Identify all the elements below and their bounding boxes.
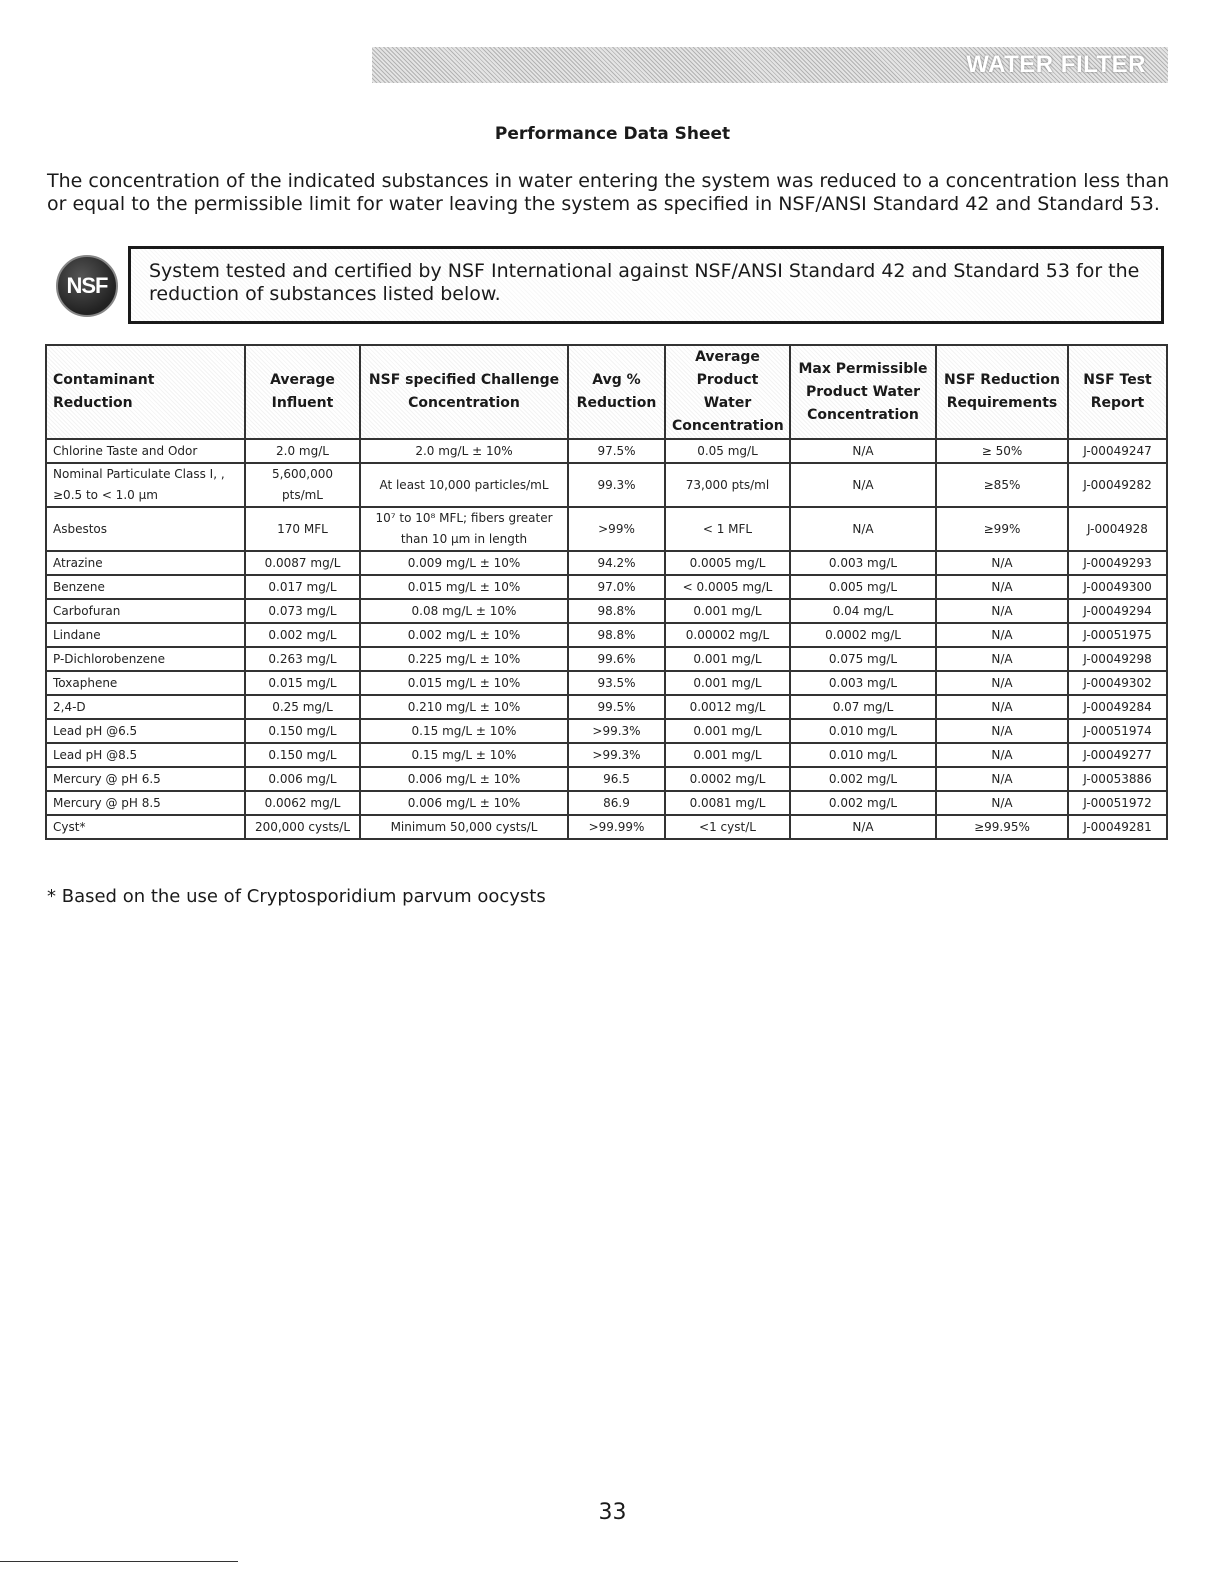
table-cell: 0.075 mg/L (790, 647, 936, 671)
table-cell: J-00049293 (1068, 551, 1167, 575)
table-header-row (46, 345, 1167, 439)
table-cell: 0.001 mg/L (665, 743, 790, 767)
table-cell: 0.0005 mg/L (665, 551, 790, 575)
table-row (46, 695, 1167, 719)
table-cell: 0.15 mg/L ± 10% (360, 743, 568, 767)
table-cell: 0.05 mg/L (665, 439, 790, 463)
table-cell: 0.001 mg/L (665, 719, 790, 743)
table-cell: 0.0081 mg/L (665, 791, 790, 815)
table-cell: < 1 MFL (665, 507, 790, 551)
table-cell: 93.5% (568, 671, 665, 695)
table-cell: 0.263 mg/L (245, 647, 360, 671)
header-contaminant: Contaminant Reduction (46, 345, 245, 439)
table-cell: 0.015 mg/L ± 10% (360, 575, 568, 599)
table-cell: N/A (936, 647, 1068, 671)
table-cell: Carbofuran (46, 599, 245, 623)
table-cell: 0.010 mg/L (790, 719, 936, 743)
table-row (46, 767, 1167, 791)
table-cell: N/A (936, 695, 1068, 719)
table-cell: 96.5 (568, 767, 665, 791)
table-cell: J-00049282 (1068, 463, 1167, 507)
table-cell: 94.2% (568, 551, 665, 575)
table-body (46, 439, 1167, 839)
table-cell: 2.0 mg/L (245, 439, 360, 463)
intro-paragraph: The concentration of the indicated substances in water entering the system was reduced to a concentration less than or equal to the permissible limit for water leaving the system as specified in NSF/ANSI Standard 42 and Standard 53. (47, 170, 1170, 215)
table-cell: N/A (936, 767, 1068, 791)
table-cell: Asbestos (46, 507, 245, 551)
table-cell: 0.006 mg/L (245, 767, 360, 791)
performance-table (45, 344, 1168, 840)
page-title: Performance Data Sheet (494, 124, 731, 144)
table-cell: 0.001 mg/L (665, 671, 790, 695)
table-cell: 0.003 mg/L (790, 671, 936, 695)
table-cell: 0.04 mg/L (790, 599, 936, 623)
table-cell: N/A (936, 743, 1068, 767)
table-cell: 2.0 mg/L ± 10% (360, 439, 568, 463)
table-cell: >99.99% (568, 815, 665, 839)
table-cell: 0.00002 mg/L (665, 623, 790, 647)
table-cell: N/A (790, 439, 936, 463)
table-cell: N/A (936, 575, 1068, 599)
table-cell: J-0004928 (1068, 507, 1167, 551)
table-cell: 0.005 mg/L (790, 575, 936, 599)
table-cell: 200,000 cysts/L (245, 815, 360, 839)
table-cell: J-00049284 (1068, 695, 1167, 719)
table-cell: >99.3% (568, 743, 665, 767)
table-cell: 0.07 mg/L (790, 695, 936, 719)
table-cell: 0.073 mg/L (245, 599, 360, 623)
table-cell: >99% (568, 507, 665, 551)
table-cell: < 0.0005 mg/L (665, 575, 790, 599)
table-row (46, 599, 1167, 623)
table-row (46, 507, 1167, 551)
table-cell: Lindane (46, 623, 245, 647)
table-cell: 0.002 mg/L (790, 767, 936, 791)
table-cell: J-00051974 (1068, 719, 1167, 743)
table-row (46, 551, 1167, 575)
table-row (46, 439, 1167, 463)
page-number: 33 (598, 1500, 627, 1525)
table-cell: 0.001 mg/L (665, 647, 790, 671)
table-cell: 73,000 pts/ml (665, 463, 790, 507)
table-cell: Toxaphene (46, 671, 245, 695)
header-avg-reduction: Avg % Reduction (568, 345, 665, 439)
table-cell: J-00049294 (1068, 599, 1167, 623)
table-cell: 170 MFL (245, 507, 360, 551)
table-cell: 0.150 mg/L (245, 719, 360, 743)
table-cell: ≥99% (936, 507, 1068, 551)
table-cell: 0.0012 mg/L (665, 695, 790, 719)
table-cell: 0.015 mg/L (245, 671, 360, 695)
table-cell: Chlorine Taste and Odor (46, 439, 245, 463)
table-cell: J-00051972 (1068, 791, 1167, 815)
table-cell: 99.6% (568, 647, 665, 671)
table-cell: 0.006 mg/L ± 10% (360, 767, 568, 791)
section-banner-label: WATER FILTER (966, 51, 1146, 78)
table-cell: N/A (790, 815, 936, 839)
table-cell: J-00051975 (1068, 623, 1167, 647)
table-row (46, 623, 1167, 647)
table-cell: P-Dichlorobenzene (46, 647, 245, 671)
table-cell: 0.0002 mg/L (790, 623, 936, 647)
table-cell: N/A (936, 671, 1068, 695)
table-cell: 0.150 mg/L (245, 743, 360, 767)
table-cell: 99.5% (568, 695, 665, 719)
table-cell: 0.0062 mg/L (245, 791, 360, 815)
table-cell: Lead pH @8.5 (46, 743, 245, 767)
table-cell: 0.003 mg/L (790, 551, 936, 575)
table-cell: 99.3% (568, 463, 665, 507)
table-row (46, 647, 1167, 671)
table-row (46, 671, 1167, 695)
table-cell: N/A (936, 623, 1068, 647)
table-cell: J-00049247 (1068, 439, 1167, 463)
table-cell: Mercury @ pH 6.5 (46, 767, 245, 791)
table-cell: J-00049277 (1068, 743, 1167, 767)
table-cell: 5,600,000 pts/mL (245, 463, 360, 507)
table-cell: 0.006 mg/L ± 10% (360, 791, 568, 815)
table-cell: J-00049300 (1068, 575, 1167, 599)
table-cell: 0.15 mg/L ± 10% (360, 719, 568, 743)
section-banner (372, 47, 1168, 83)
table-cell: 0.009 mg/L ± 10% (360, 551, 568, 575)
nsf-logo-text: NSF (66, 273, 108, 298)
table-cell: N/A (936, 791, 1068, 815)
table-cell: 0.002 mg/L (790, 791, 936, 815)
table-cell: ≥ 50% (936, 439, 1068, 463)
table-cell: N/A (790, 507, 936, 551)
table-row (46, 575, 1167, 599)
header-reduction-requirements: NSF Reduction Requirements (936, 345, 1068, 439)
table-row (46, 719, 1167, 743)
table-row (46, 815, 1167, 839)
table-cell: 0.08 mg/L ± 10% (360, 599, 568, 623)
table-cell: J-00049302 (1068, 671, 1167, 695)
certification-box: System tested and certified by NSF International against NSF/ANSI Standard 42 and Standard 53 for the reduction of substances listed below. (128, 246, 1164, 324)
table-cell: Cyst* (46, 815, 245, 839)
table-row (46, 743, 1167, 767)
table-cell: ≥85% (936, 463, 1068, 507)
table-cell: 0.002 mg/L (245, 623, 360, 647)
table-cell: At least 10,000 particles/mL (360, 463, 568, 507)
table-cell: 0.210 mg/L ± 10% (360, 695, 568, 719)
table-cell: >99.3% (568, 719, 665, 743)
table-cell: 86.9 (568, 791, 665, 815)
header-avg-product-water: Average Product Water Concentration (665, 345, 790, 439)
table-cell: ≥99.95% (936, 815, 1068, 839)
table-cell: 10⁷ to 10⁸ MFL; fibers greater than 10 µm in length (360, 507, 568, 551)
table-cell: J-00049298 (1068, 647, 1167, 671)
table-cell: Atrazine (46, 551, 245, 575)
table-cell: 0.002 mg/L ± 10% (360, 623, 568, 647)
header-challenge-concentration: NSF specified Challenge Concentration (360, 345, 568, 439)
table-cell: 98.8% (568, 599, 665, 623)
table-cell: 0.225 mg/L ± 10% (360, 647, 568, 671)
table-cell: Lead pH @6.5 (46, 719, 245, 743)
table-cell: N/A (936, 719, 1068, 743)
table-cell: 0.015 mg/L ± 10% (360, 671, 568, 695)
table-cell: 98.8% (568, 623, 665, 647)
table-cell: Nominal Particulate Class I, , ≥0.5 to < 1.0 µm (46, 463, 245, 507)
table-cell: 0.001 mg/L (665, 599, 790, 623)
table-cell: N/A (936, 599, 1068, 623)
table-cell: 0.010 mg/L (790, 743, 936, 767)
table-row (46, 791, 1167, 815)
header-average-influent: Average Influent (245, 345, 360, 439)
table-cell: 97.0% (568, 575, 665, 599)
table-cell: 2,4-D (46, 695, 245, 719)
table-cell: J-00049281 (1068, 815, 1167, 839)
table-cell: N/A (790, 463, 936, 507)
nsf-logo-icon (56, 255, 118, 317)
table-cell: Benzene (46, 575, 245, 599)
header-max-permissible: Max Permissible Product Water Concentration (790, 345, 936, 439)
table-cell: N/A (936, 551, 1068, 575)
table-cell: 0.0087 mg/L (245, 551, 360, 575)
header-test-report: NSF Test Report (1068, 345, 1167, 439)
table-cell: J-00053886 (1068, 767, 1167, 791)
table-cell: 97.5% (568, 439, 665, 463)
footnote: * Based on the use of Cryptosporidium parvum oocysts (47, 886, 546, 907)
table-cell: 0.25 mg/L (245, 695, 360, 719)
table-cell: <1 cyst/L (665, 815, 790, 839)
table-cell: 0.017 mg/L (245, 575, 360, 599)
table-row (46, 463, 1167, 507)
bottom-rule (0, 1561, 238, 1562)
table-cell: Minimum 50,000 cysts/L (360, 815, 568, 839)
table-cell: 0.0002 mg/L (665, 767, 790, 791)
table-cell: Mercury @ pH 8.5 (46, 791, 245, 815)
